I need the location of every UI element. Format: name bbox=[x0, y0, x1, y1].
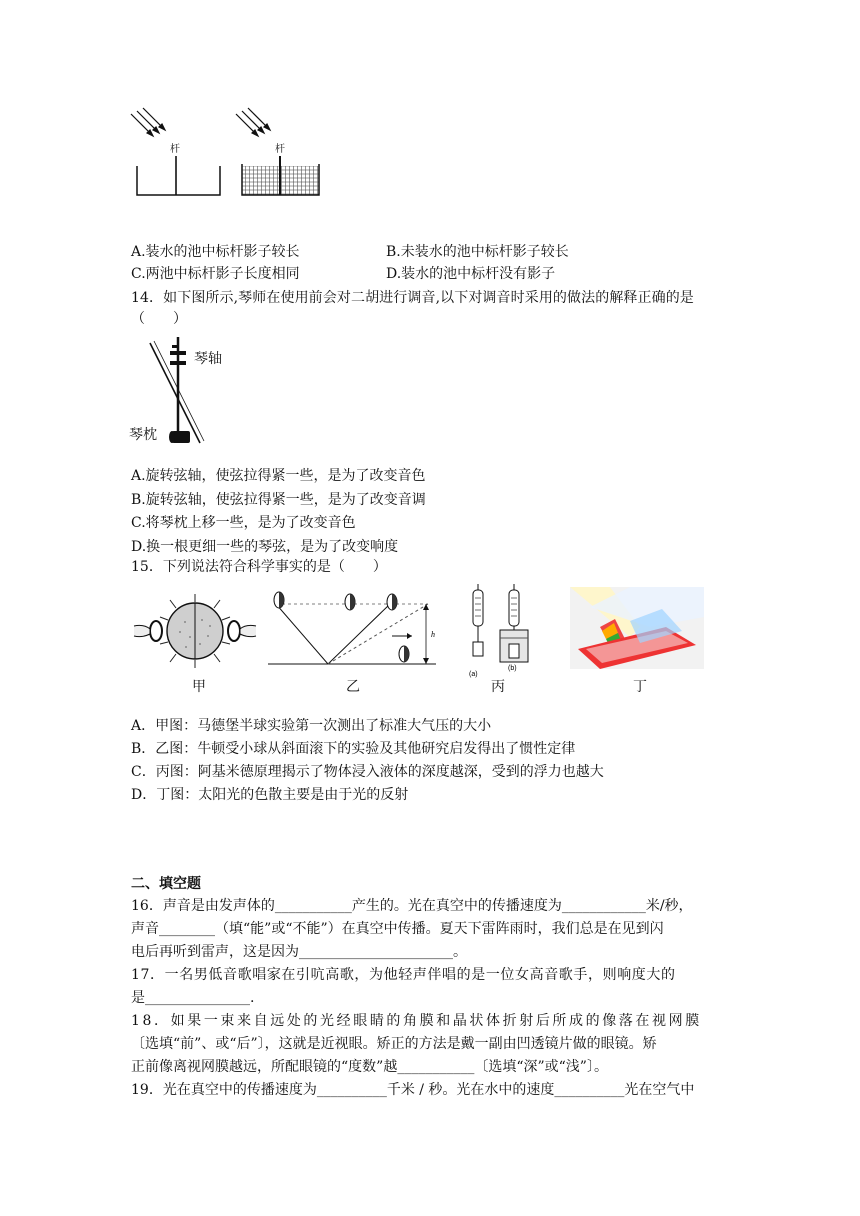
q13-option-d: D.装水的池中标杆没有影子 bbox=[386, 266, 556, 282]
q16-line3: 电后再听到雷声，这是因为______________________。 bbox=[131, 944, 467, 960]
q15-fig-jia bbox=[130, 592, 260, 670]
q18-line1: 18．如果一束来自远处的光经眼睛的角膜和晶状体折射后所成的像落在视网膜 bbox=[131, 1013, 702, 1029]
q18-line2: 〔选填“前”、或“后”〕，这就是近视眼。矫正的方法是戴一副由凹透镜片做的眼镜。矫 bbox=[131, 1036, 657, 1052]
q15-option-b: B．乙图：牛顿受小球从斜面滚下的实验及其他研究启发得出了惯性定律 bbox=[131, 741, 576, 757]
q13-option-a: A.装水的池中标杆影子较长 bbox=[131, 244, 300, 260]
q13-pole-label-2: 杆 bbox=[275, 144, 285, 155]
q15-label-bing: 丙 bbox=[491, 679, 505, 695]
q14-stem-line1: 14．如下图所示,琴师在使用前会对二胡进行调音,以下对调音时采用的做法的解释正确的是 bbox=[131, 290, 694, 306]
q16-line2: 声音________（填“能”或“不能”）在真空中传播。夏天下雷阵雨时，我们总是在见到闪 bbox=[131, 921, 664, 937]
q13-option-b: B.未装水的池中标杆影子较长 bbox=[386, 244, 569, 260]
q17-line1: 17．一名男低音歌唱家在引吭高歌，为他轻声伴唱的是一位女高音歌手，则响度大的 bbox=[131, 967, 676, 983]
q15-label-jia: 甲 bbox=[192, 679, 206, 695]
q15-fig-bing bbox=[463, 584, 541, 680]
q16-line1: 16．声音是由发声体的___________产生的。光在真空中的传播速度为____________米/秒， bbox=[131, 898, 693, 914]
section-title-fill-in: 二、填空题 bbox=[131, 876, 201, 892]
q15-label-yi: 乙 bbox=[346, 679, 360, 695]
q15-option-c: C．丙图：阿基米德原理揭示了物体浸入液体的深度越深，受到的浮力也越大 bbox=[131, 764, 604, 780]
q15-bing-label-b: (b) bbox=[508, 665, 517, 672]
q19-line1: 19．光在真空中的传播速度为__________千米 / 秒。光在水中的速度__________光在空气中 bbox=[131, 1082, 695, 1098]
q13-figure bbox=[125, 108, 325, 200]
q13-pole-label-1: 杆 bbox=[170, 144, 180, 155]
q15-yi-h-label: h bbox=[431, 630, 435, 639]
q15-option-a: A．甲图：马德堡半球实验第一次测出了标准大气压的大小 bbox=[131, 718, 492, 734]
q14-option-a: A.旋转弦轴，使弦拉得紧一些，是为了改变音色 bbox=[131, 468, 426, 484]
q18-line3: 正前像离视网膜越远，所配眼镜的“度数”越___________〔选填“深”或“浅”〕。 bbox=[131, 1059, 608, 1075]
q14-option-b: B.旋转弦轴，使弦拉得紧一些，是为了改变音调 bbox=[131, 492, 426, 508]
q13-pool-diagrams bbox=[125, 108, 325, 200]
q14-label-zhou: 琴轴 bbox=[194, 351, 222, 367]
q13-option-c: C.两池中标杆影子长度相同 bbox=[131, 266, 300, 282]
q14-stem-line2: （ ） bbox=[131, 311, 187, 327]
q14-option-d: D.换一根更细一些的琴弦，是为了改变响度 bbox=[131, 539, 399, 555]
q17-line2: 是_______________. bbox=[131, 990, 255, 1006]
q15-fig-yi bbox=[268, 590, 440, 670]
q15-fig-ding bbox=[570, 587, 704, 669]
q15-option-d: D．丁图：太阳光的色散主要是由于光的反射 bbox=[131, 787, 409, 803]
q15-stem: 15．下列说法符合科学事实的是（ ） bbox=[131, 559, 387, 575]
q14-label-zhen: 琴枕 bbox=[129, 427, 157, 443]
q14-erhu-figure bbox=[128, 335, 238, 450]
q14-option-c: C.将琴枕上移一些，是为了改变音色 bbox=[131, 515, 356, 531]
q15-bing-label-a: (a) bbox=[469, 671, 478, 678]
q15-label-ding: 丁 bbox=[633, 679, 647, 695]
